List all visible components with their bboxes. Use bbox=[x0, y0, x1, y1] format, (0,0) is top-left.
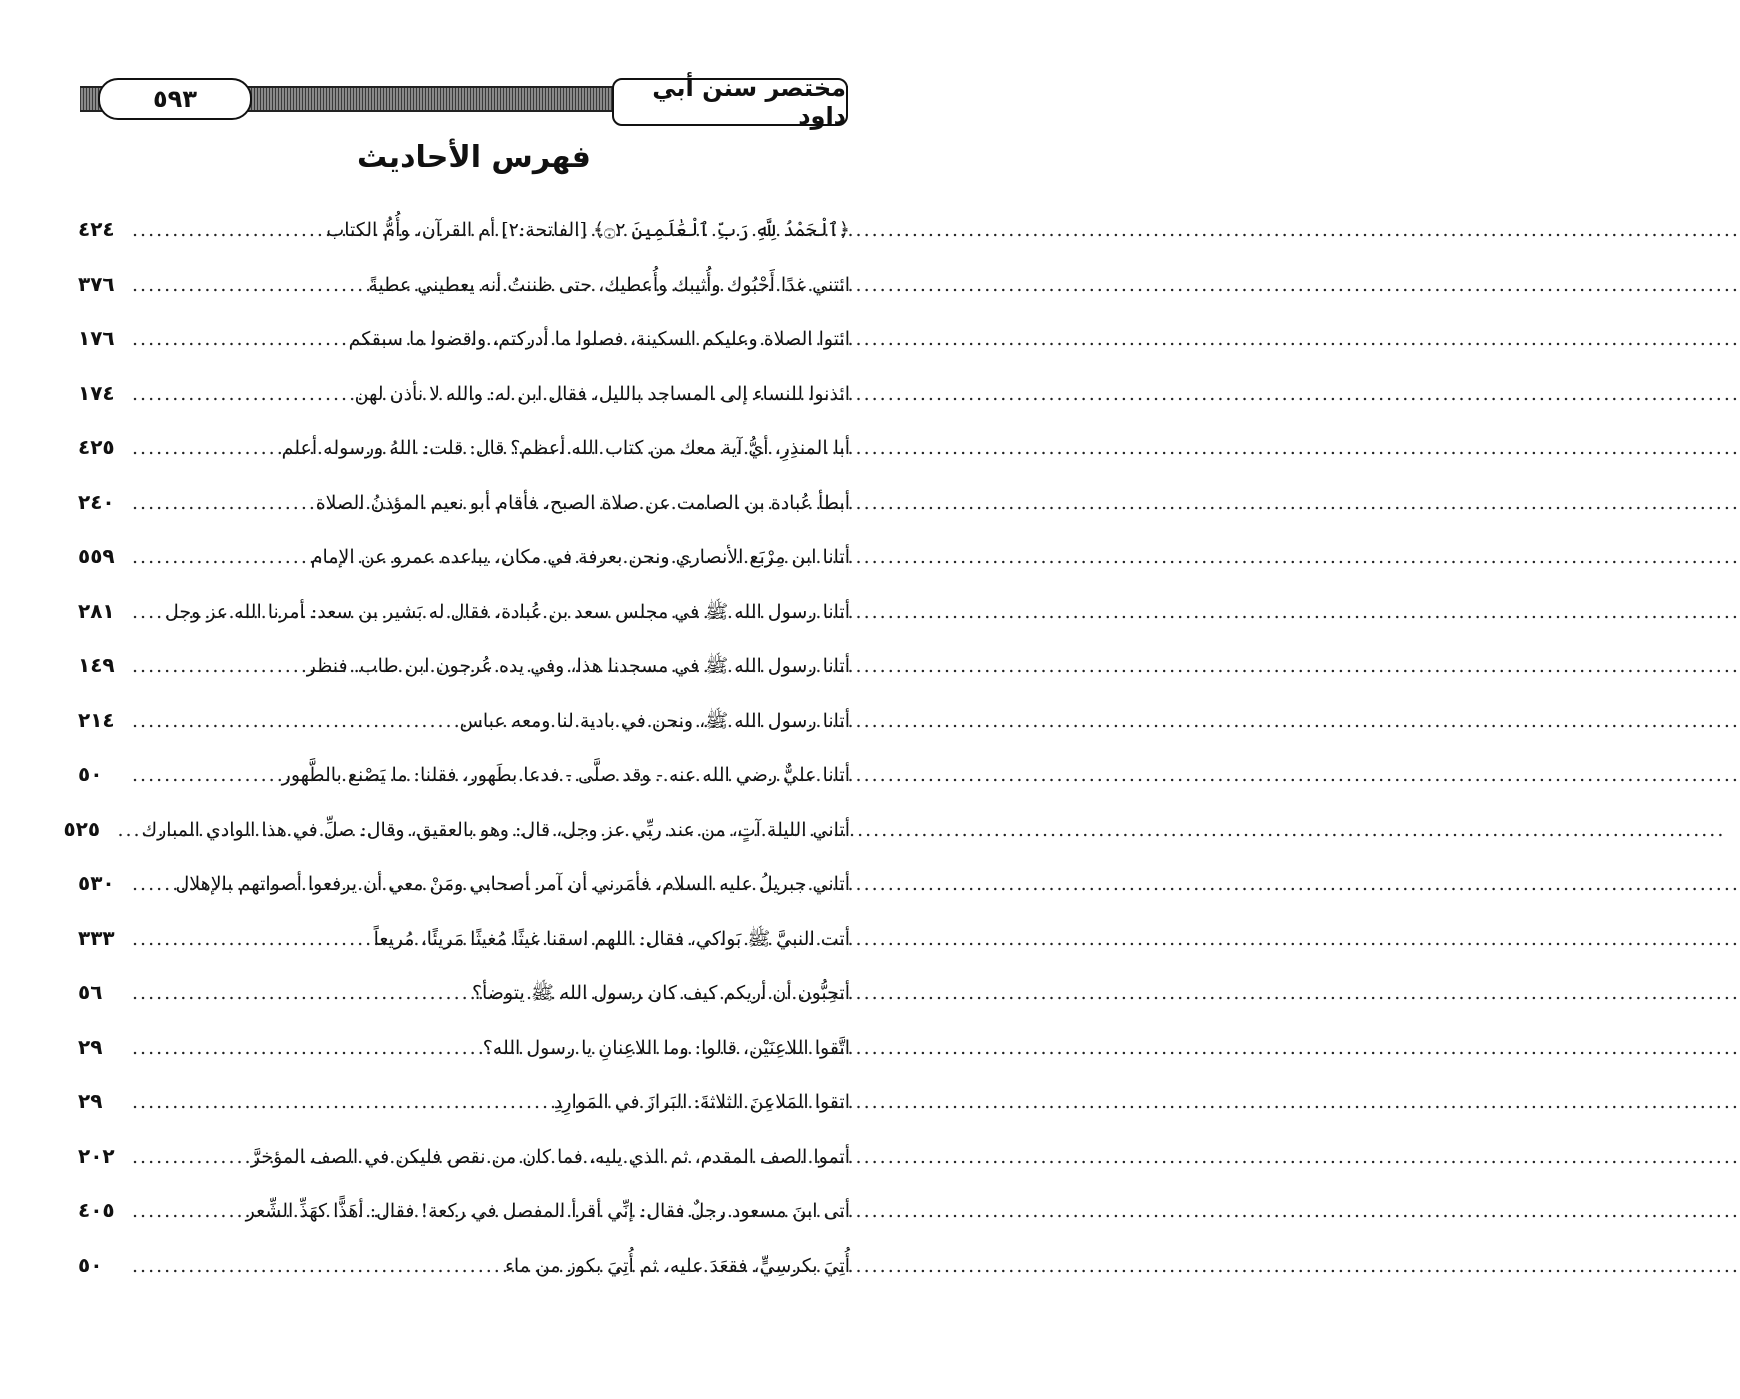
book-title: مختصر سنن أبي داود bbox=[612, 78, 848, 126]
entry-page-number: ١٤٩ bbox=[78, 653, 115, 677]
dot-leader bbox=[113, 803, 141, 858]
entry-page-number: ٤٢٤ bbox=[78, 217, 115, 241]
dot-leader bbox=[128, 203, 326, 258]
index-entry bbox=[78, 693, 850, 748]
entry-text: ائذنوا للنساء إلى المساجد بالليل، فقال ابن له: والله لا نأذن لهن bbox=[354, 382, 850, 405]
entry-page-number: ٢٩ bbox=[78, 1034, 103, 1059]
entry-text: ائتوا الصلاة وعليكم السكينة، فصلوا ما أدركتم، واقضوا ما سبقكم bbox=[348, 328, 850, 350]
entry-page-number: ٥٦ bbox=[78, 980, 103, 1004]
index-entry bbox=[78, 529, 850, 584]
entry-page-number: ٥٠ bbox=[78, 762, 103, 786]
entry-text: أتانا عليٌّ رضي الله عنه - وقد صلَّى - فدعا بطَهور، فقلنا: ما يَصْنع بالطَّهور bbox=[281, 764, 850, 786]
dot-leader bbox=[128, 912, 374, 967]
dot-leader bbox=[128, 639, 307, 694]
dot-leader bbox=[128, 1239, 505, 1294]
entry-text: أتانا ابن مِرْبَع الأنصاري ونحن بعرفة في مكان، يباعده عمرو عن الإمام bbox=[310, 546, 850, 568]
entry-text: أتانا رسول الله ﷺ في مجلس سعد بن عُبادة، فقال له بَشير بن سعد: أمرنا الله عز وجل bbox=[164, 600, 850, 623]
index-entry bbox=[78, 747, 850, 802]
index-entry bbox=[78, 584, 850, 639]
dot-leader bbox=[128, 857, 176, 912]
dot-leader bbox=[128, 1184, 246, 1239]
index-entry bbox=[78, 420, 850, 475]
index-entry bbox=[78, 1183, 850, 1238]
dot-leader bbox=[128, 585, 165, 640]
entry-page-number: ١٧٦ bbox=[78, 326, 115, 350]
entry-page-number: ٢٨١ bbox=[78, 598, 115, 623]
index-entry bbox=[78, 311, 850, 366]
index-entry bbox=[63, 802, 850, 857]
dot-leader bbox=[128, 1075, 554, 1130]
dot-leader bbox=[128, 530, 311, 585]
dot-leader bbox=[128, 258, 368, 313]
dot-leader bbox=[128, 367, 355, 422]
entry-text: أتانا رسول الله ﷺ في مسجدنا هذا، وفي يده عُرجون ابن طاب. فنظر bbox=[306, 655, 850, 677]
entry-text: أتى ابنَ مسعود رجلٌ فقال: إنِّي أقرأ المفصل في ركعة! فقال: أهَذًّا كهَذِّ الشِّعر bbox=[245, 1200, 850, 1222]
dot-leader bbox=[128, 748, 282, 803]
entry-page-number: ٥٢٥ bbox=[63, 816, 101, 841]
index-entry bbox=[78, 911, 850, 966]
dot-leader bbox=[128, 421, 282, 476]
index-entry bbox=[78, 257, 850, 312]
entry-page-number: ٥٠ bbox=[78, 1252, 103, 1277]
entry-page-number: ٥٣٠ bbox=[78, 871, 115, 895]
entry-text: أُتِيَ بكرسِيٍّ، فقعَدَ عليه، ثم أُتِيَ بكوز من ماء bbox=[504, 1254, 850, 1277]
entry-page-number: ٢٩ bbox=[78, 1089, 103, 1113]
entry-text: ﴿ٱلْحَمْدُ لِلَّهِ رَبِّ ٱلْعَٰلَمِينَ ۝٢﴾ [الفاتحة:٢] أم القرآن، وأُمُّ الكتاب bbox=[326, 219, 850, 241]
index-entry bbox=[78, 638, 850, 693]
index-entry bbox=[78, 965, 850, 1020]
index-entry bbox=[78, 1129, 850, 1184]
entry-text: أتاني جبريلُ عليه السلام، فأمَرني أن آمر أصحابي ومَنْ معي أن يرفعوا أصواتهم بالإهلال bbox=[175, 873, 850, 895]
entry-text: اتقوا المَلاعِنَ الثلاثةَ: البَرازَ في المَوارِدِ bbox=[553, 1091, 850, 1113]
entry-text: ائتني غدًا أَحْبُوك وأُثيبك وأُعطيك، حتى ظننتُ أنه يعطيني عطيةً bbox=[368, 273, 850, 296]
index-entry bbox=[78, 202, 850, 257]
index-entry bbox=[78, 1020, 850, 1075]
index-entry bbox=[78, 475, 850, 530]
entry-text: أبطأ عُبادة بن الصامت عن صلاة الصبح، فأقام أبو نعيم المؤذنُ الصلاة bbox=[315, 491, 850, 514]
entry-page-number: ٤٠٥ bbox=[78, 1198, 115, 1222]
index-entry bbox=[78, 1238, 850, 1293]
dot-leader bbox=[128, 966, 472, 1021]
entry-text: اتَّقوا اللاعِنَيْن، قالوا: وما اللاعِنانِ يا رسول الله؟ bbox=[482, 1036, 850, 1059]
entry-text: أتموا الصف المقدم، ثم الذي يليه، فما كان من نقص فليكن في الصف المؤخرَّ bbox=[250, 1145, 850, 1168]
dot-leader bbox=[128, 1130, 251, 1185]
entry-page-number: ٢٠٢ bbox=[78, 1143, 115, 1168]
index-entry bbox=[78, 366, 850, 421]
entry-text: أتاني الليلة آتٍ، من عند ربِّي عز وجل، قال: وهو بالعقيق، وقال: صلِّ في هذا الوادي المبارك bbox=[141, 818, 850, 841]
index-entry bbox=[78, 1074, 850, 1129]
hadith-index-list bbox=[63, 202, 850, 1292]
dot-leader bbox=[128, 694, 460, 749]
entry-page-number: ١٧٤ bbox=[78, 380, 115, 405]
entry-page-number: ٣٧٦ bbox=[78, 271, 115, 296]
page-number: ٥٩٣ bbox=[98, 78, 252, 120]
entry-text: أتحِبُّون أن أريكم كيف كان رسول الله ﷺ يتوضأ؟ bbox=[471, 982, 850, 1004]
entry-text: أتانا رسول الله ﷺ، ونحن في بادية لنا ومعه عباس bbox=[459, 709, 850, 732]
dot-leader bbox=[128, 312, 349, 367]
entry-page-number: ٤٢٥ bbox=[78, 435, 115, 459]
entry-page-number: ٥٥٩ bbox=[78, 544, 115, 568]
entry-page-number: ٢١٤ bbox=[78, 707, 115, 732]
section-title: فهرس الأحاديث bbox=[357, 140, 591, 175]
entry-text: أبا المنذِرِ، أيُّ آية معك من كتاب الله أعظم؟ قال: قلت: اللهُ ورسوله أعلم bbox=[281, 437, 850, 459]
index-entry bbox=[78, 856, 850, 911]
dot-leader bbox=[128, 476, 316, 531]
dot-leader bbox=[128, 1021, 483, 1076]
entry-text: أتت النبيَّ ﷺ بَواكي، فقال: اللهم اسقنا غيثًا مُغيثًا مَريئًا، مُريعاً bbox=[373, 927, 850, 950]
page-header bbox=[80, 74, 848, 130]
entry-page-number: ٢٤٠ bbox=[78, 489, 115, 514]
entry-page-number: ٣٣٣ bbox=[78, 925, 115, 950]
